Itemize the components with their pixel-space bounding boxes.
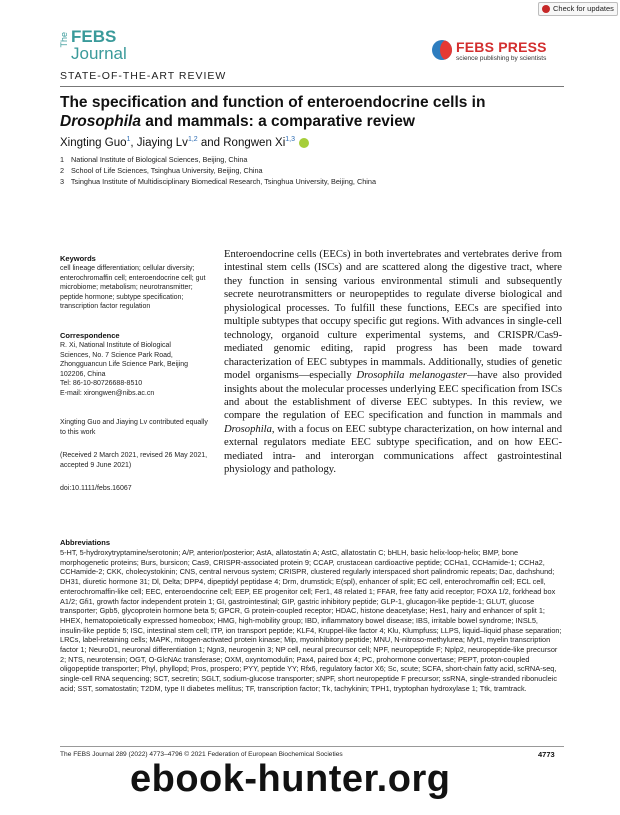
orcid-icon[interactable] [299, 138, 309, 148]
correspondence-line: Zhongguancun Life Science Park, Beijing [60, 361, 189, 369]
footer-citation: The FEBS Journal 289 (2022) 4773–4796 © 2021 Federation of European Biochemical Societies [60, 751, 343, 758]
abstract [224, 248, 562, 477]
affiliation [60, 166, 263, 175]
affiliation-text: School of Life Sciences, Tsinghua University, Beijing, China [71, 166, 263, 175]
check-for-updates-button[interactable] [538, 2, 618, 16]
author-name[interactable]: Rongwen Xi [223, 136, 286, 149]
abstract-italic: Drosophila melanogaster [356, 370, 467, 382]
abbreviations-heading: Abbreviations [60, 538, 111, 547]
press-tagline: science publishing by scientists [456, 55, 547, 62]
section-label: STATE-OF-THE-ART REVIEW [60, 70, 227, 82]
abstract-text: Enteroendocrine cells (EECs) in both invertebrates and vertebrates derive from intestinal stem cells (ISCs) and are scattered along the digestive tract, where they function in sensing various environmental stimuli and subsequently secrete neurotransmitters or neuropeptides to regulate diverse biological and physiological processes. To fulfill these functions, EECs are specified into multiple subtypes that occupy specific gut regions. With advances in single-cell technology, organoid culture experimental systems, and CRISPR/Cas9-mediated genomic editing, rapid progress has been made toward characterization of EEC subtypes in mammals. Additionally, studies of genetic model organisms—especially [224, 249, 562, 382]
article-title [60, 93, 560, 131]
abbreviations-list: 5-HT, 5-hydroxytryptamine/serotonin; A/P, anterior/posterior; AstA, allatostatin A; AstC, allatostatin C; bHLH, basic helix-loop-helix; BMP, bone morphogenetic proteins; Burs, bursicon; Cas9, CRISPR-associated protein 9; CCAP, crustacean cardioactive peptide; CCHa1, CCHamide-1; CCHa2, CCHamide-2; CKK, cholecystokinin; CNS, central nervous system; CRISPR, clustered regularly interspaced short palindromic repeats; Dac, dachshund; DH31, diuretic hormone 31; Dl, Delta; DPP4, dipeptidyl peptidase 4; Drm, drumstick; E(spl), enhancer of split; EC cell, enterochromaffin cell; ECL cell, enterochromaffin-like cell; EEC, enteroendocrine cell; EEP, EE progenitor cell; Fer1, 48 related 1; FFAR, free fatty acid receptor; FOXA 1/2, forkhead box A1/2; Gfi1, growth factor independent protein 1; GI, gastrointestinal; GIP, gastric inhibitory peptide; GLP-1, glucagon-like peptide-1; GLUT, glucose transporter; Gpb5, glycoprotein hormone beta 5; GPCR, G protein-coupled receptor; HDAC, histone deacetylase; Hes1, hairy and enhancer of split 1; HHEX, hematopoietically expressed homeobox; HMG, high-mobility group; IBD, inflammatory bowel disease; IBS, irritable bowel syndrome; INSL5, insulin-like peptide 5; ISC, intestinal stem cell; ITP, ion transport peptide; KLF4, Kruppel-like factor 4; Klu, Klumpfuss; LLPS, liquid–liquid phase separation; LRCs, label-retaining cells; MAPK, mitogen-activated protein kinase; Mip, myoinhibitory peptide; MNU, N-nitroso-methylurea; Myt1, myelin transcription factor 1; NeuroD1, neuronal differentiation 1; Ngn3, neurogenin 3; NP cell, neural precursor cell; NPF, neuropeptide F; Nplp2, neuropeptide-like precursor 2; NTS, neurotensin; OGT, O-GlcNAc transferase; OXM, oxyntomodulin; Pax4, paired box 4; PC, prohormone convertase; PEPT, proton-coupled oligopeptide transporter; Phyl, phyllopd; Pros, prospero; PYY, peptide YY; Rfx6, regulatory factor X6; Sc, scute; SCFA, short-chain fatty acid, scRNA-seq, single-cell RNA sequencing; SCT, secretin; SGLT, sodium-glucose transporter; sNPF, short neuropeptide F precursor; ssRNA, single-stranded ribonucleic acid; SST, somatostatin; T2DM, type II diabetes mellitus; TF, transcription factor; Tk, tachykinin; TPH1, tryptophan hydroxylase 1; Ttk, tramtrack. [60, 548, 562, 693]
correspondence-block [60, 341, 210, 399]
title-line-1: The specification and function of enteroendocrine cells in [60, 94, 486, 111]
logo-febs: FEBS [71, 27, 117, 46]
author-separator: and [197, 136, 224, 149]
author-name[interactable]: Jiaying Lv [136, 136, 188, 149]
check-for-updates-label: Check for updates [553, 4, 614, 13]
footer-divider [60, 746, 564, 747]
affiliation-text: National Institute of Biological Sciences, Beijing, China [71, 155, 248, 164]
title-italic-organism: Drosophila [60, 113, 141, 130]
correspondence-line: Sciences, No. 7 Science Park Road, [60, 351, 173, 359]
equal-contribution-note: Xingting Guo and Jiaying Lv contributed equally to this work [60, 419, 208, 436]
correspondence-line: Tel: 86-10-80726688-8510 [60, 380, 143, 388]
affiliation [60, 177, 376, 186]
press-name: FEBS PRESS [456, 39, 547, 55]
correspondence-line: 102206, China [60, 370, 106, 378]
affiliation-number: 1 [60, 155, 65, 164]
affiliation [60, 155, 247, 164]
author-separator: , [130, 136, 137, 149]
keywords-list: cell lineage differentiation; cellular diversity; enterochromaffin cell; enteroendocrine cell; gut microbiome; metabolism; neurotransmitter; peptide hormone; subtype specification; transcription factor regulation [60, 265, 206, 311]
abstract-text: —have also provided insights about the molecular processes underlying EEC specification from ISCs and about the establishment of diverse EEC subtypes. In this review, we compare the regulation of EEC specification and function in mammals and [224, 370, 562, 422]
febs-press-mark-icon [432, 40, 452, 60]
affiliation-text: Tsinghua Institute of Multidisciplinary Biomedical Research, Tsinghua University, Beijing, China [70, 177, 377, 186]
update-badge-icon [542, 5, 550, 13]
correspondence-heading: Correspondence [60, 331, 120, 340]
keywords-heading: Keywords [60, 254, 96, 263]
abstract-text: , with a focus on EEC subtype characterization, on how internal and external regulators mediate EEC subtype specification, and on how EEC-mediated intra- and interorgan communications affect gastrointestinal physiology and pathology. [224, 423, 562, 476]
affiliation-number: 3 [60, 177, 65, 186]
page-number: 4773 [538, 750, 555, 759]
header-divider [60, 86, 564, 87]
title-line-2: and mammals: a comparative review [140, 113, 415, 130]
doi-link[interactable]: doi:10.1111/febs.16067 [60, 485, 132, 492]
logo-journal: Journal [71, 44, 127, 63]
watermark: ebook-hunter.org [130, 758, 451, 800]
author-affiliation-sup: 1,2 [187, 136, 198, 143]
author-name[interactable]: Xingting Guo [60, 136, 127, 149]
author-list [60, 136, 309, 149]
abstract-italic: Drosophila [224, 423, 272, 435]
received-dates: (Received 2 March 2021, revised 26 May 2021, accepted 9 June 2021) [60, 452, 208, 469]
author-affiliation-sup: 1 [126, 136, 131, 143]
author-affiliation-sup: 1,3 [285, 136, 295, 143]
febs-press-logo [432, 38, 572, 64]
correspondence-email[interactable]: E-mail: xirongwen@nibs.ac.cn [60, 389, 155, 397]
logo-the: The [59, 32, 69, 48]
affiliation-number: 2 [60, 166, 65, 175]
correspondence-line: R. Xi, National Institute of Biological [60, 342, 171, 349]
